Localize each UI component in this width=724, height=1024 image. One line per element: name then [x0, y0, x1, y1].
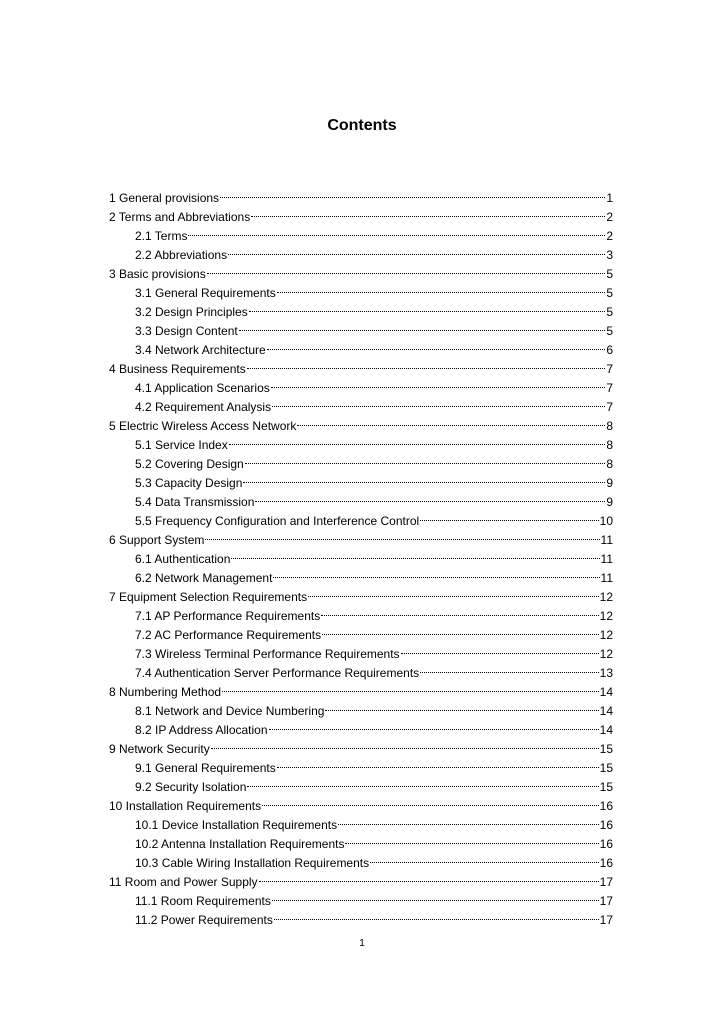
- toc-dot-leader: [345, 829, 598, 848]
- toc-dot-leader: [207, 259, 606, 278]
- toc-entry-title: 11.1 Room Requirements: [135, 894, 271, 908]
- toc-entry-title: 10.3 Cable Wiring Installation Requirements: [135, 856, 370, 870]
- toc-entry-page: 8: [606, 457, 613, 471]
- toc-dot-leader: [272, 392, 605, 411]
- toc-entry-title: 3.4 Network Architecture: [135, 343, 266, 357]
- toc-entry-page: 13: [599, 666, 613, 680]
- toc-entry-title: 6 Support System: [109, 533, 205, 547]
- toc-entry-page: 14: [599, 685, 613, 699]
- toc-entry-title: 10 Installation Requirements: [109, 799, 262, 813]
- toc-entry-page: 5: [606, 305, 613, 319]
- toc-dot-leader: [272, 886, 599, 905]
- toc-dot-leader: [267, 335, 606, 354]
- toc-dot-leader: [370, 848, 599, 867]
- toc-entry-page: 15: [599, 780, 613, 794]
- toc-entry-page: 9: [606, 495, 613, 509]
- toc-entry-title: 5.3 Capacity Design: [135, 476, 243, 490]
- toc-entry-page: 16: [599, 837, 613, 851]
- toc-entry-page: 16: [599, 818, 613, 832]
- toc-entry-page: 9: [606, 476, 613, 490]
- table-of-contents: [109, 183, 613, 927]
- toc-entry-title: 5 Electric Wireless Access Network: [109, 419, 297, 433]
- toc-entry-title: 6.2 Network Management: [135, 571, 273, 585]
- toc-entry-title: 1 General provisions: [109, 191, 220, 205]
- toc-entry-page: 15: [599, 742, 613, 756]
- toc-entry-page: 1: [606, 191, 613, 205]
- toc-entry-page: 17: [599, 875, 613, 889]
- toc-dot-leader: [308, 582, 599, 601]
- toc-dot-leader: [259, 867, 599, 886]
- toc-entry-title: 3.1 General Requirements: [135, 286, 276, 300]
- toc-entry-page: 7: [606, 381, 613, 395]
- toc-entry-page: 17: [599, 894, 613, 908]
- toc-entry-page: 2: [606, 229, 613, 243]
- toc-entry-title: 2.1 Terms: [135, 229, 188, 243]
- toc-entry-title: 11 Room and Power Supply: [109, 875, 258, 889]
- toc-dot-leader: [239, 316, 606, 335]
- page-number: 1: [359, 938, 365, 949]
- toc-entry-page: 8: [606, 438, 613, 452]
- toc-entry-page: 12: [599, 628, 613, 642]
- toc-entry-title: 3.3 Design Content: [135, 324, 238, 338]
- toc-entry-title: 4 Business Requirements: [109, 362, 246, 376]
- toc-entry-title: 8.2 IP Address Allocation: [135, 723, 268, 737]
- toc-entry-page: 11: [600, 533, 613, 547]
- toc-entry-title: 7.4 Authentication Server Performance Requirements: [135, 666, 420, 680]
- toc-dot-leader: [322, 620, 599, 639]
- toc-entry-title: 8.1 Network and Device Numbering: [135, 704, 325, 718]
- toc-entry-page: 14: [599, 723, 613, 737]
- toc-entry-page: 16: [599, 799, 613, 813]
- toc-entry-title: 4.1 Application Scenarios: [135, 381, 270, 395]
- toc-entry-title: 5.4 Data Transmission: [135, 495, 255, 509]
- toc-entry-title: 3 Basic provisions: [109, 267, 206, 281]
- toc-entry-title: 8 Numbering Method: [109, 685, 222, 699]
- toc-entry-page: 11: [600, 552, 613, 566]
- toc-dot-leader: [229, 430, 606, 449]
- toc-entry-title: 5.2 Covering Design: [135, 457, 244, 471]
- toc-entry-page: 7: [606, 400, 613, 414]
- toc-dot-leader: [401, 639, 599, 658]
- toc-entry-page: 15: [599, 761, 613, 775]
- toc-dot-leader: [420, 658, 598, 677]
- toc-dot-leader: [297, 411, 605, 430]
- toc-dot-leader: [231, 544, 599, 563]
- toc-entry-title: 10.1 Device Installation Requirements: [135, 818, 338, 832]
- toc-entry-page: 5: [606, 267, 613, 281]
- toc-entry-title: 11.2 Power Requirements: [135, 913, 273, 927]
- toc-entry-title: 7.2 AC Performance Requirements: [135, 628, 322, 642]
- toc-entry-page: 10: [599, 514, 613, 528]
- toc-entry-title: 2.2 Abbreviations: [135, 248, 228, 262]
- toc-entry-title: 6.1 Authentication: [135, 552, 231, 566]
- toc-entry-title: 9.1 General Requirements: [135, 761, 276, 775]
- toc-entry-page: 12: [599, 590, 613, 604]
- toc-dot-leader: [222, 677, 599, 696]
- toc-dot-leader: [247, 354, 606, 373]
- toc-entry-page: 3: [606, 248, 613, 262]
- toc-entry-title: 5.1 Service Index: [135, 438, 228, 452]
- toc-entry-page: 6: [606, 343, 613, 357]
- toc-entry-title: 7 Equipment Selection Requirements: [109, 590, 308, 604]
- toc-entry-title: 5.5 Frequency Configuration and Interference Control: [135, 514, 420, 528]
- toc-dot-leader: [245, 449, 606, 468]
- toc-dot-leader: [338, 810, 599, 829]
- toc-dot-leader: [273, 563, 599, 582]
- toc-dot-leader: [269, 715, 599, 734]
- toc-entry-page: 2: [606, 210, 613, 224]
- toc-entry-page: 12: [599, 647, 613, 661]
- toc-dot-leader: [274, 905, 599, 924]
- toc-entry-page: 11: [600, 571, 613, 585]
- toc-dot-leader: [277, 278, 606, 297]
- toc-dot-leader: [420, 506, 598, 525]
- toc-entry-title: 4.2 Requirement Analysis: [135, 400, 272, 414]
- toc-dot-leader: [211, 734, 599, 753]
- toc-entry-title: 3.2 Design Principles: [135, 305, 248, 319]
- page-title: Contents: [327, 117, 397, 134]
- toc-entry-title: 9 Network Security: [109, 742, 210, 756]
- toc-entry-page: 17: [599, 913, 613, 927]
- toc-entry-title: 7.3 Wireless Terminal Performance Requirements: [135, 647, 400, 661]
- toc-entry-page: 16: [599, 856, 613, 870]
- toc-entry-page: 5: [606, 324, 613, 338]
- toc-dot-leader: [277, 753, 599, 772]
- toc-entry[interactable]: [109, 183, 613, 205]
- toc-dot-leader: [247, 772, 598, 791]
- toc-dot-leader: [243, 468, 605, 487]
- toc-dot-leader: [228, 240, 605, 259]
- toc-dot-leader: [321, 601, 598, 620]
- toc-dot-leader: [325, 696, 598, 715]
- toc-entry-page: 7: [606, 362, 613, 376]
- toc-dot-leader: [205, 525, 599, 544]
- toc-dot-leader: [271, 373, 606, 392]
- toc-entry-page: 14: [599, 704, 613, 718]
- toc-entry-page: 5: [606, 286, 613, 300]
- toc-dot-leader: [188, 221, 605, 240]
- toc-dot-leader: [262, 791, 599, 810]
- toc-entry-title: 9.2 Security Isolation: [135, 780, 247, 794]
- toc-dot-leader: [255, 487, 605, 506]
- toc-entry-title: 2 Terms and Abbreviations: [109, 210, 251, 224]
- toc-entry-title: 10.2 Antenna Installation Requirements: [135, 837, 345, 851]
- toc-entry-title: 7.1 AP Performance Requirements: [135, 609, 321, 623]
- toc-dot-leader: [220, 183, 605, 202]
- toc-entry-page: 8: [606, 419, 613, 433]
- toc-dot-leader: [251, 202, 605, 221]
- toc-entry-page: 12: [599, 609, 613, 623]
- toc-dot-leader: [249, 297, 606, 316]
